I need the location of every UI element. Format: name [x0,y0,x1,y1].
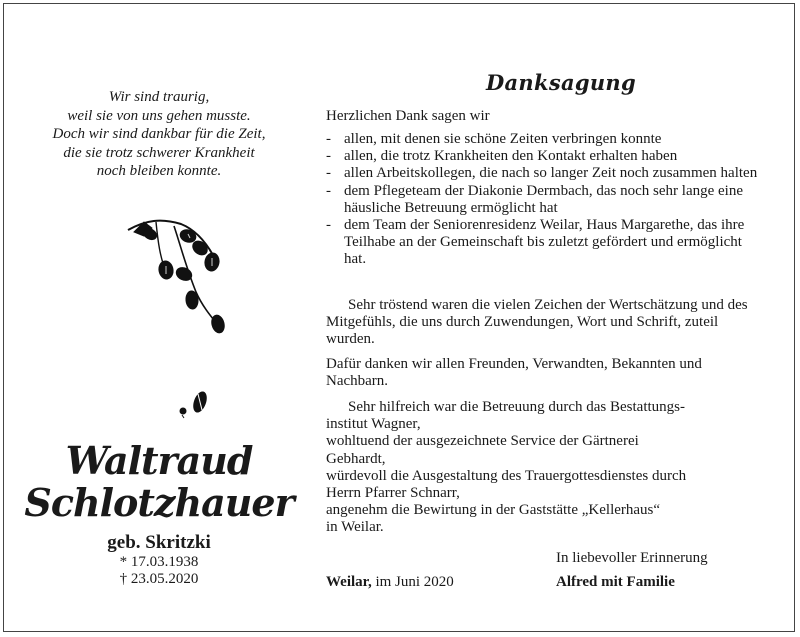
birth-name: geb. Skritzki [107,532,211,553]
deceased-block [14,440,304,588]
list-item: - allen, die trotz Krankheiten den Kontakt erhalten haben [326,148,678,165]
paragraph-thanks: Dafür danken wir allen Freunden, Verwandten, Bekannten und Nachbarn. [326,356,702,390]
poem [14,88,304,181]
thanks-list [326,131,766,269]
poem-line: Doch wir sind dankbar für die Zeit, [52,126,266,143]
branch-illustration [126,212,236,342]
last-name: Schlotzhauer [24,480,294,525]
left-column [14,4,304,633]
list-item: - allen Arbeitskollegen, die nach so langer Zeit noch zusammen halten [326,165,758,182]
notice-frame [3,3,795,632]
poem-line: Wir sind traurig, [108,89,210,105]
intro-text: Herzlichen Dank sagen wir [326,108,490,124]
place-date [326,574,454,591]
first-name: Waltraud [65,438,253,483]
falling-leaves-illustration [174,380,214,420]
notice-title: Danksagung [486,70,636,95]
place: Weilar, [326,574,372,590]
poem-line: weil sie von uns gehen musste. [67,107,251,124]
paragraph-consolation: Sehr tröstend waren die vielen Zeichen der Wertschätzung und des Mitgefühls, die uns durch Zuwendungen, Wort und Schrift, zuteil wurden. [326,297,748,348]
list-item: - dem Team der Seniorenresidenz Weilar, Haus Margarethe, das ihre Teilhabe an der Gemeinschaft bis zuletzt gefördert und ermöglicht hat. [326,217,745,268]
list-item: - dem Pflegeteam der Diakonie Dermbach, das noch sehr lange eine häusliche Betreuung ermöglicht hat [326,182,744,216]
paragraph-services: Sehr hilfreich war die Betreuung durch das Bestattungs- institut Wagner, wohltuend der ausgezeichnete Service der Gärtnerei Gebhardt, würdevoll die Ausgestaltung des Trauergottesdienstes durch Herrn Pfarrer Schnarr, angenehm die Bewirtung in der Gaststätte „Kellerhaus“ in Weilar. [326,399,687,536]
poem-line: noch bleiben konnte. [96,163,222,180]
list-item: - allen, mit denen sie schöne Zeiten verbringen konnte [326,131,662,147]
poem-line: die sie trotz schwerer Krankheit [63,144,255,161]
right-column [326,4,766,633]
birth-date: * 17.03.1938 [119,554,199,570]
date: im Juni 2020 [375,574,454,590]
death-date: † 23.05.2020 [119,571,199,587]
closing-text: In liebevoller Erinnerung [556,550,708,566]
signature: Alfred mit Familie [556,574,675,590]
